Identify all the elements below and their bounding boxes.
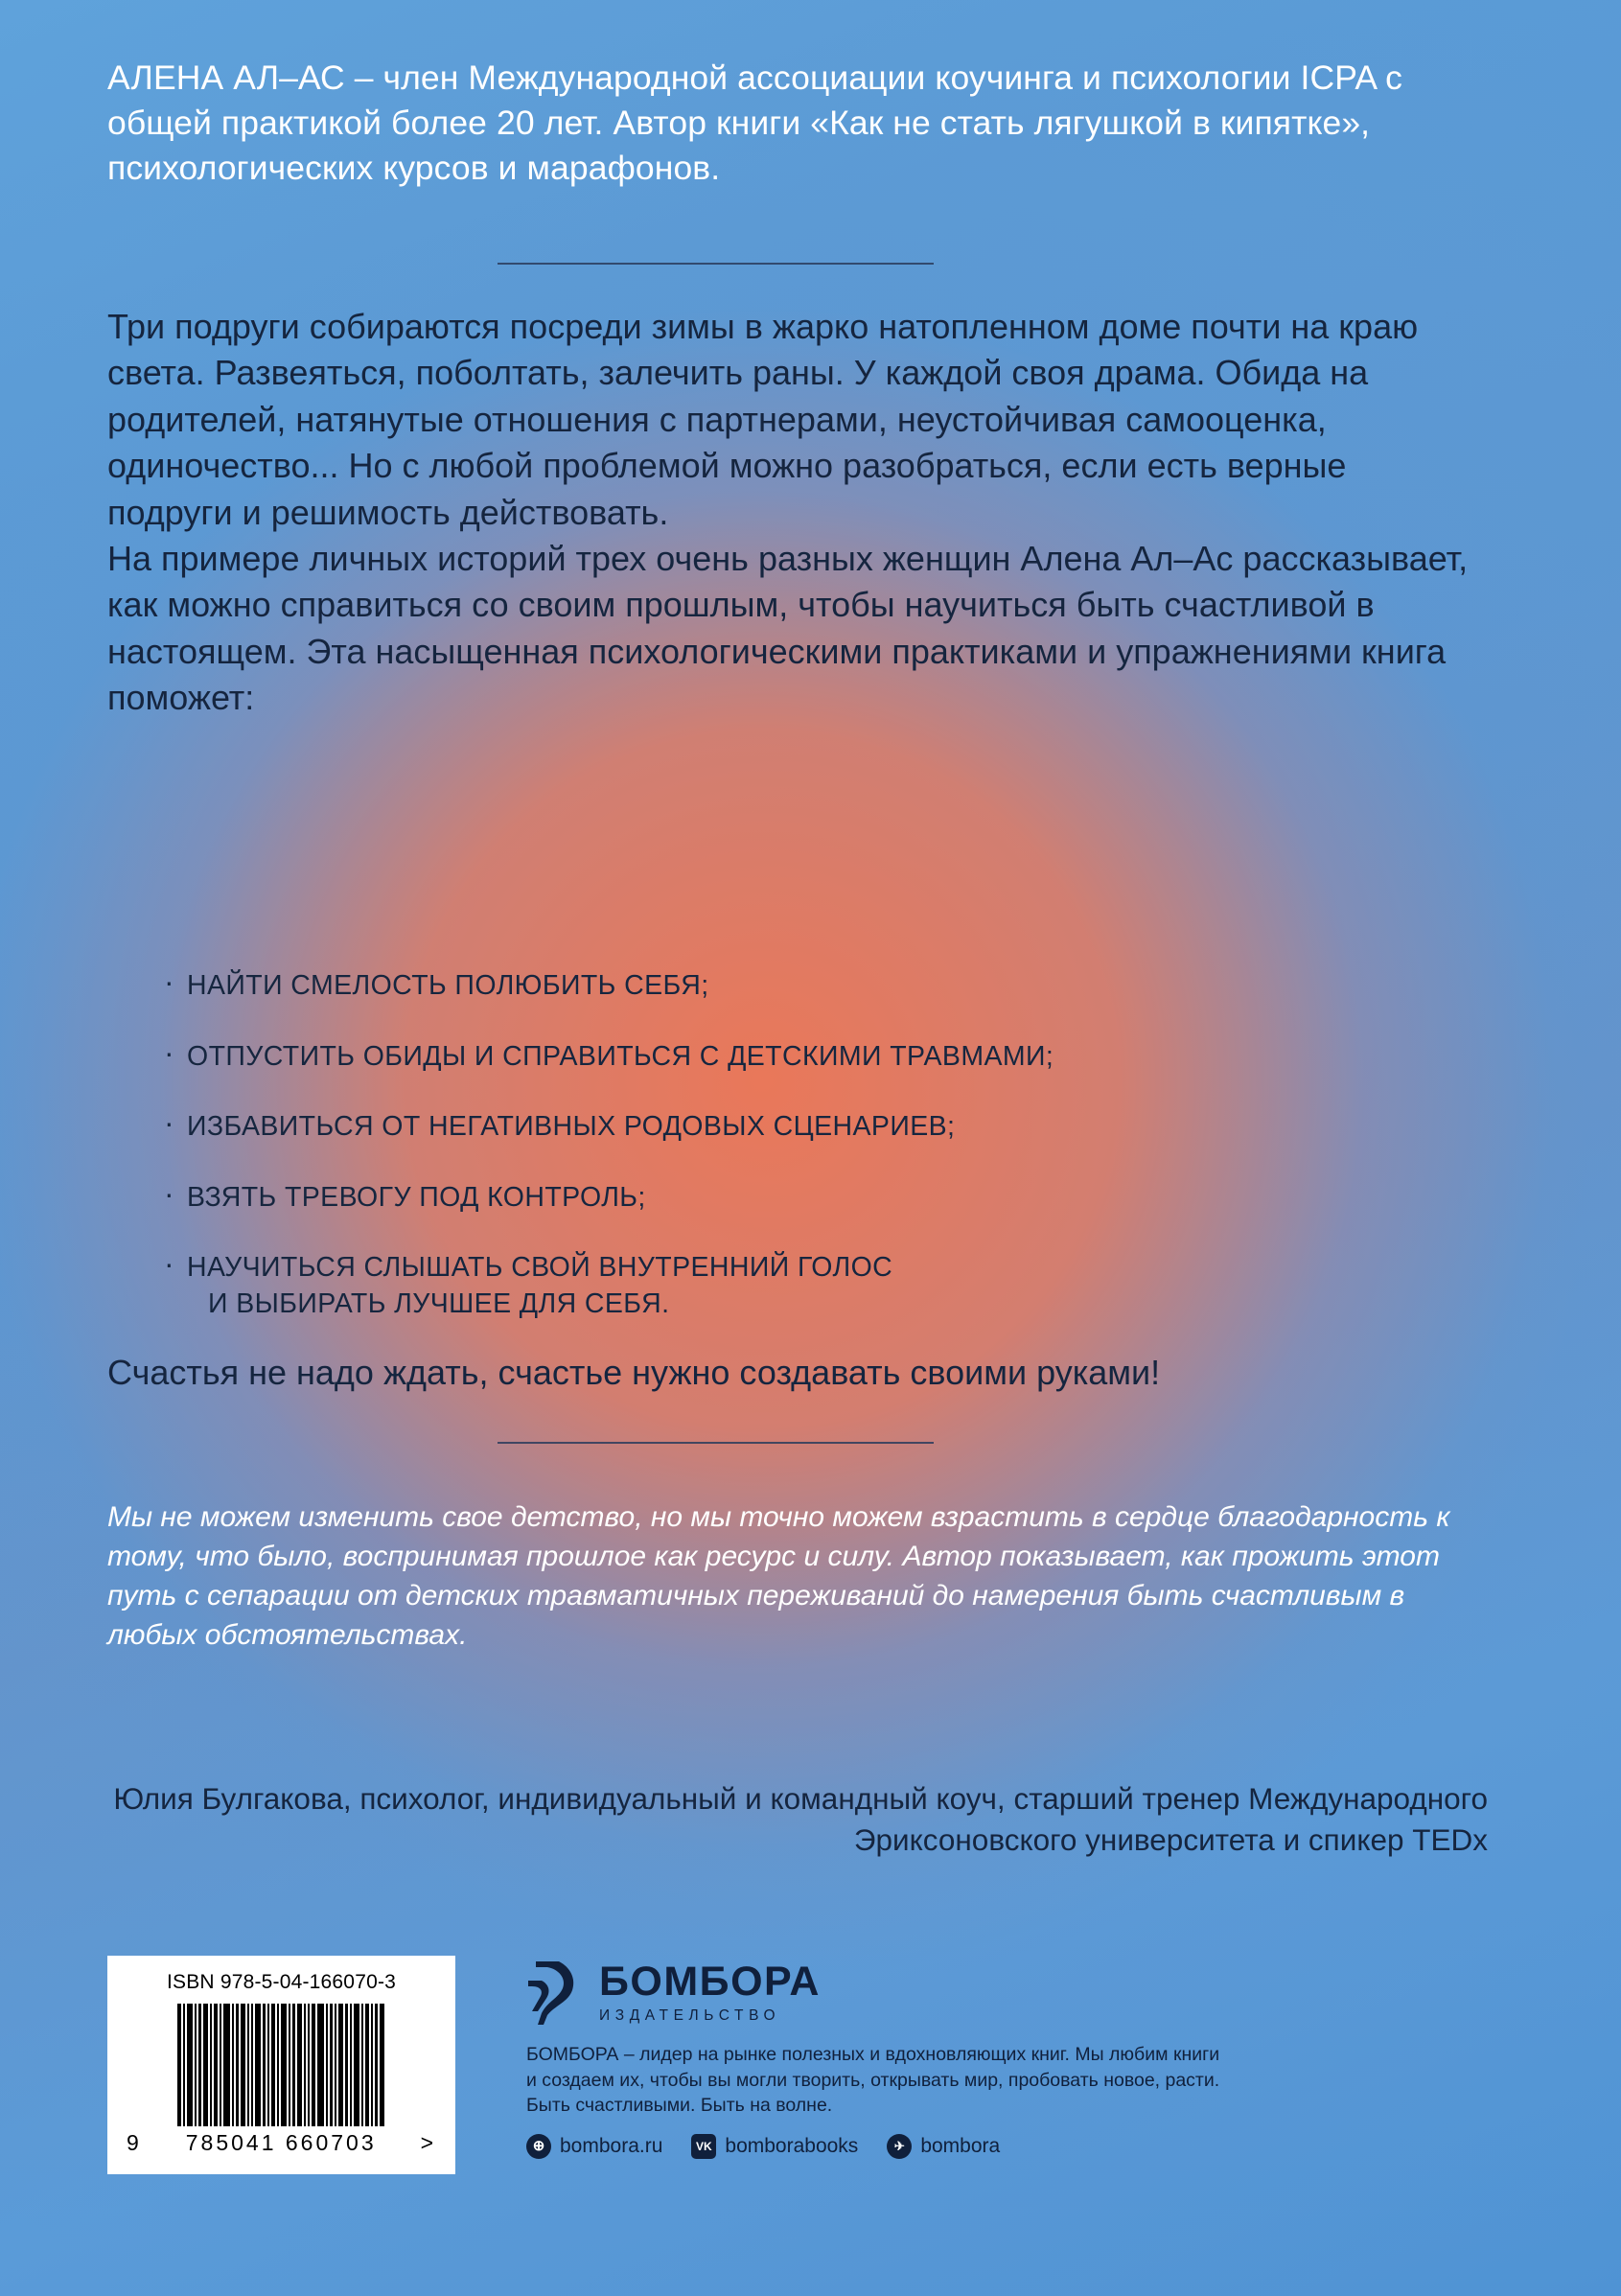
list-item-line-2: И ВЫБИРАТЬ ЛУЧШЕЕ ДЛЯ СЕБЯ. <box>208 1288 670 1320</box>
description-paragraph-2: На примере личных историй трех очень разных женщин Алена Ал–Ас рассказывает, как можно справиться со своим прошлым, чтобы научиться быть счастливой в настоящем. Эта насыщенная психологическими практиками и упражнениями книга поможет: <box>107 539 1469 718</box>
telegram-icon: ✈ <box>887 2134 912 2159</box>
social-link-website[interactable] <box>526 2134 662 2159</box>
publisher-description: БОМБОРА – лидер на рынке полезных и вдохновляющих книг. Мы любим книги и создаем их, чтобы вы могли творить, открывать мир, пробовать новое, расти. Быть счастливыми. Быть на волне. <box>526 2044 1220 2117</box>
list-item: · ОТПУСТИТЬ ОБИДЫ И СПРАВИТЬСЯ С ДЕТСКИМИ ТРАВМАМИ; <box>160 1039 1445 1076</box>
benefits-list <box>160 968 1445 1323</box>
divider-top <box>498 263 934 265</box>
globe-icon: ⊕ <box>526 2134 551 2159</box>
list-item-line-1: НАУЧИТЬСЯ СЛЫШАТЬ СВОЙ ВНУТРЕННИЙ ГОЛОС <box>187 1252 893 1284</box>
bombora-logo-icon <box>526 1961 582 2025</box>
barcode-block <box>107 1956 455 2174</box>
list-item: · ИЗБАВИТЬСЯ ОТ НЕГАТИВНЫХ РОДОВЫХ СЦЕНАРИЕВ; <box>160 1109 1445 1146</box>
social-label-website: bombora.ru <box>560 2134 663 2157</box>
isbn-label: ISBN 978-5-04-166070-3 <box>166 1971 397 1993</box>
social-link-vk[interactable] <box>691 2134 858 2159</box>
publisher-block <box>526 1961 1475 2159</box>
isbn-digit-main: 785041 660703 <box>185 2130 377 2155</box>
social-label-telegram: bombora <box>920 2134 1001 2157</box>
publisher-name: БОМБОРА <box>599 1959 821 2005</box>
barcode-bars <box>121 2004 442 2126</box>
social-link-telegram[interactable] <box>887 2134 1000 2159</box>
review-quote: Мы не можем изменить свое детство, но мы точно можем взрастить в сердце благодарность к тому, что было, воспринимая прошлое как ресурс и силу. Автор показывает, как прожить этот путь с сепарации от детских травматичных переживаний до намерения быть счастливым в любых обстоятельствах. <box>107 1501 1450 1651</box>
isbn-digit-prefix: 9 <box>127 2130 142 2155</box>
cover-content <box>107 0 1515 2296</box>
publisher-subtitle: ИЗДАТЕЛЬСТВО <box>599 2007 781 2024</box>
list-item: · ВЗЯТЬ ТРЕВОГУ ПОД КОНТРОЛЬ; <box>160 1180 1445 1217</box>
publisher-name-group <box>599 1961 821 2025</box>
vk-icon: VK <box>691 2134 716 2159</box>
divider-bottom <box>498 1442 934 1444</box>
social-label-vk: bomborabooks <box>725 2134 859 2157</box>
social-links <box>526 2134 1475 2159</box>
description-paragraph-1: Три подруги собираются посреди зимы в жарко натопленном доме почти на краю света. Развеяться, поболтать, залечить раны. У каждой своя драма. Обида на родителей, натянутые отношения с партнерами, неустойчивая самооценка, одиночество... Но с любой проблемой можно разобраться, если есть верные подруги и решимость действовать. <box>107 307 1419 532</box>
list-item: · НАЙТИ СМЕЛОСТЬ ПОЛЮБИТЬ СЕБЯ; <box>160 968 1445 1005</box>
isbn-digits <box>121 2126 442 2156</box>
closing-line: Счастья не надо ждать, счастье нужно создавать своими руками! <box>107 1353 1161 1392</box>
author-bio: АЛЕНА АЛ–АС – член Международной ассоциации коучинга и психологии ICPA с общей практикой более 20 лет. Автор книги «Как не стать лягушкой в кипятке», психологических курсов и марафонов. <box>107 58 1402 188</box>
list-item <box>160 1250 1445 1322</box>
publisher-logo-row <box>526 1961 1475 2025</box>
book-description <box>107 304 1478 722</box>
review-attribution: Юлия Булгакова, психолог, индивидуальный и командный коуч, старший тренер Международного Эриксоновского университета и спикер TEDx <box>113 1781 1488 1857</box>
isbn-digit-suffix: > <box>420 2130 436 2155</box>
